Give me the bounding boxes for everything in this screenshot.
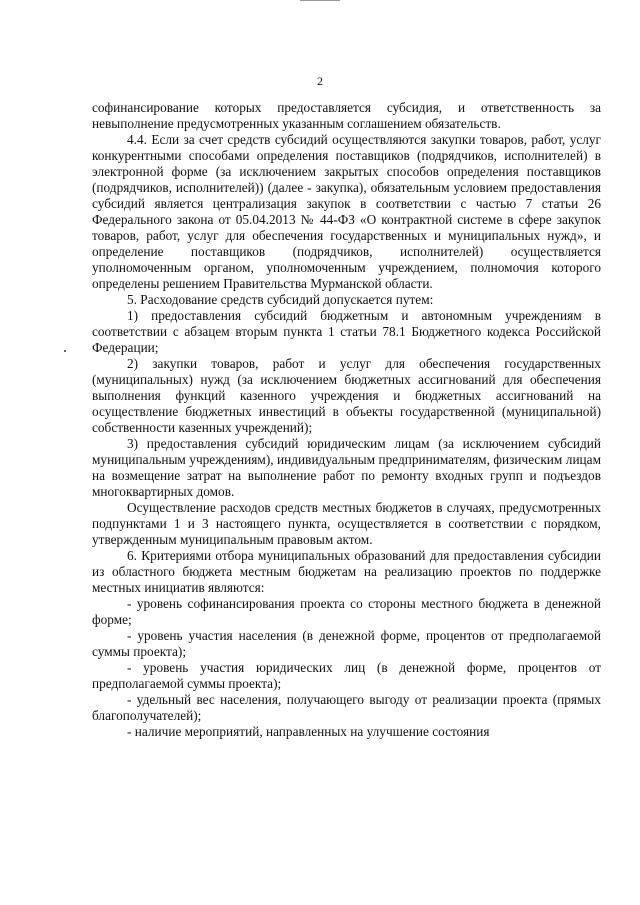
paragraph: софинансирование которых предоставляется субсидия, и ответственность за невыполнение предусмотренных указанным соглашением обязательств. bbox=[92, 100, 601, 131]
margin-mark bbox=[64, 350, 66, 352]
paragraph: 4.4. Если за счет средств субсидий осуществляются закупки товаров, работ, услуг конкурентными способами определения поставщиков (подрядчиков, исполнителей) в электронной форме (за исключением закрытых способов определения поставщиков (подрядчиков, исполнителей)) (далее - закупка), обязательным условием предоставления субсидий является централизация закупок в соответствии с частью 7 статьи 26 Федерального закона от 05.04.2013 № 44-ФЗ «О контрактной системе в сфере закупок товаров, работ, услуг для обеспечения государственных и муниципальных нужд», и определение поставщиков (подрядчиков, исполнителей) осуществляется уполномоченным органом, уполномоченным учреждением, полномочия которого определены решением Правительства Мурманской области. bbox=[92, 132, 601, 291]
paragraph: 2) закупки товаров, работ и услуг для обеспечения государственных (муниципальных) нужд (за исключением бюджетных ассигнований для обеспечения выполнения функций казенного учреждения и бюджетных ассигнований на осуществление бюджетных инвестиций в объекты государственной (муниципальной) собственности казенных учреждений); bbox=[92, 356, 601, 435]
paragraph: - уровень софинансирования проекта со стороны местного бюджета в денежной форме; bbox=[92, 596, 601, 627]
page-number: 2 bbox=[317, 74, 323, 88]
paragraph: 3) предоставления субсидий юридическим лицам (за исключением субсидий муниципальным учреждениям), индивидуальным предпринимателям, физическим лицам на возмещение затрат на выполнение работ по ремонту входных групп и подъездов многоквартирных домов. bbox=[92, 436, 601, 499]
paragraph: 6. Критериями отбора муниципальных образований для предоставления субсидии из областного бюджета местным бюджетам на реализацию проектов по поддержке местных инициатив являются: bbox=[92, 548, 601, 595]
top-edge-rule bbox=[300, 0, 340, 1]
paragraph: Осуществление расходов средств местных бюджетов в случаях, предусмотренных подпунктами 1 и 3 настоящего пункта, осуществляется в соответствии с порядком, утвержденным муниципальным правовым актом. bbox=[92, 500, 601, 547]
paragraph: - уровень участия юридических лиц (в денежной форме, процентов от предполагаемой суммы проекта); bbox=[92, 660, 601, 691]
paragraph: - удельный вес населения, получающего выгоду от реализации проекта (прямых благополучателей); bbox=[92, 692, 601, 723]
paragraph: - уровень участия населения (в денежной форме, процентов от предполагаемой суммы проекта); bbox=[92, 628, 601, 659]
paragraph: - наличие мероприятий, направленных на улучшение состояния bbox=[127, 724, 490, 739]
document-body bbox=[92, 100, 601, 740]
paragraph: 5. Расходование средств субсидий допускается путем: bbox=[127, 292, 434, 307]
paragraph: 1) предоставления субсидий бюджетным и автономным учреждениям в соответствии с абзацем вторым пункта 1 статьи 78.1 Бюджетного кодекса Российской Федерации; bbox=[92, 308, 601, 355]
